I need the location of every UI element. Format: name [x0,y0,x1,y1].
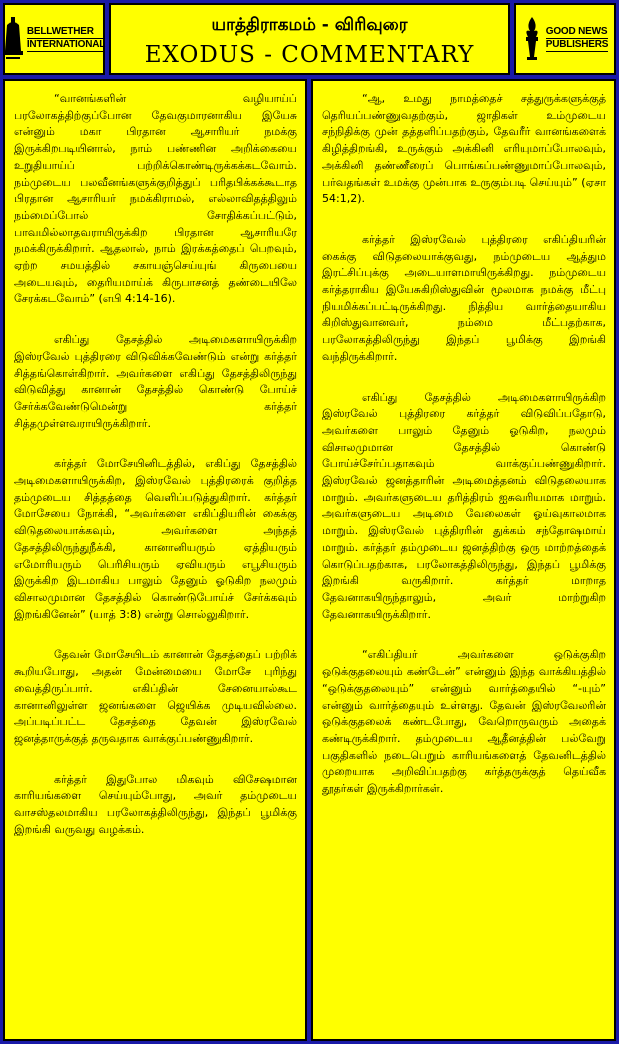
good-news-logo [514,3,616,75]
right-logo-line2: PUBLISHERS [545,39,609,50]
right-column [311,79,616,1041]
left-paragraph-3: கர்த்தர் மோசேயினிடத்தில், எகிப்து தேசத்தில் அடிமைகளாயிருக்கிற, இஸ்ரவேல் புத்திரரைக் குறித்த தம்முடைய சித்தத்தை வெளிப்படுத்துகிறார். கர்த்தர் மோசேயை நோக்கி, “அவர்களை எகிப்தியரின் கைக்கு விடுதலையாக்கவும், அவர்களை அந்தத் தேசத்திலிருந்துநீக்கி, கானானியரும் ஏத்தியரும் எமோரியரும் பெரிசியரும் ஏவியரும் எபூசியரும் இருக்கிற இடமாகிய பாலும் தேனும் ஓடுகிற நலமும் விசாலமுமான தேசத்தில் கொண்டுபோய்ச் சேர்க்கவும் இறங்கினேன்” (யாத் 3:8) என்று சொல்லுகிறார். [14,457,297,621]
title-banner [109,3,510,75]
title-tamil: யாத்திராகமம் - விரிவுரை [211,15,408,35]
right-logo-line1: GOOD NEWS [545,26,608,37]
left-paragraph-2: எகிப்து தேசத்தில் அடிமைகளாயிருக்கிற இஸ்ரவேல் புத்திரரை விடுவிக்கவேண்டும் என்று கர்த்தர் சித்தங்கொள்கிறார். அவர்களை எகிப்து தேசத்திலிருந்து விடுவித்து கானான் தேசத்தில் கொண்டு போய்ச் சேர்க்கவேண்டுமென்று கர்த்தர் சித்தமுள்ளவராயிருக்கிறார். [14,333,297,430]
title-english: EXODUS - COMMENTARY [144,42,475,68]
left-logo-line2: INTERNATIONAL [26,39,106,50]
left-paragraph-5: கர்த்தர் இதுபோல மிகவும் விசேஷமான காரியங்களை செய்யும்போது, அவர் தம்முடைய வாசஸ்தலமாகிய பரலோகத்திலிருந்து, இந்தப் பூமிக்கு இறங்கி வருவது வழக்கம். [14,772,297,836]
torch-icon [522,17,542,61]
left-paragraph-4: தேவன் மோசேயிடம் கானான் தேசத்தைப் பற்றிக் கூறியபோது, அதன் மேன்மையை மோசே புரிந்து வைத்திருப்பார். எகிப்தின் சேனையால்கூட கானானிலுள்ள ஜனங்களை ஜெயிக்க முடியவில்லை. அப்படிப்பட்ட தேசத்தை தேவன் இஸ்ரவேல் ஜனத்தாருக்குத் தருவதாக வாக்குப்பண்ணுகிறார். [14,648,297,745]
right-paragraph-1: “ஆ, உமது நாமத்தைச் சத்துருக்களுக்குத் தெரியப்பண்ணுவதற்கும், ஜாதிகள் உம்முடைய சந்நிதிக்கு முன் தத்தளிப்பதற்கும், தேவரீர் வானங்களைக் கிழித்திறங்கி, உருக்கும் அக்கினி எரியுமாப்போலவும், அக்கினி தண்ணீரைப் பொங்கப்பண்ணுமாப்போலவும், பர்வதங்கள் உமக்கு முன்பாக உருகும்படி செய்யும்” (ஏசா 54:1,2). [322,92,606,206]
left-column [3,79,307,1041]
left-logo-line1: BELLWETHER [27,26,105,39]
bellwether-logo [3,3,105,75]
right-paragraph-3: எகிப்து தேசத்தில் அடிமைகளாயிருக்கிற இஸ்ரவேல் புத்திரரை கர்த்தர் விடுவிப்பதோடு, அவர்களை பாலும் தேனும் ஓடுகிற, நலமும் விசாலமுமான தேசத்தில் கொண்டு போய்ச்சேர்ப்பதாகவும் வாக்குப்பண்ணுகிறார். இஸ்ரவேல் ஜனத்தாரின் அடிமைத்தனம் விடுதலையாக மாறும். அவர்களுடைய தரித்திரம் ஐசுவரியமாக மாறும். அவர்களுடைய அடிமை வேலைகள் ஓய்வுகாலமாக மாறும். இஸ்ரவேல் புத்திரரின் துக்கம் சந்தோஷமாய் மாறும். கர்த்தர் தம்முடைய ஜனத்திற்கு ஒரு மாற்றத்தைக் கொடுப்பதற்காக, பரலோகத்திலிருந்து, இந்தப் பூமிக்கு இறங்கி வருகிறார். கர்த்தர் மாறாத தேவனாகயிருந்தாலும், அவர் மாற்றுகிற தேவனாகயிருக்கிறார். [322,390,606,621]
left-paragraph-1: “வானங்களின் வழியாய்ப் பரலோகத்திற்குப்போன தேவகுமாரனாகிய இயேசு என்னும் மகா பிரதான ஆசாரியர் நமக்கு இருக்கிறபடியினால், நாம் பண்ணின அறிக்கையை உறுதியாய்ப் பற்றிக்கொண்டிருக்கக்கடவோம். நம்முடைய பலவீனங்களுக்குறித்துப் பரிதபிக்கக்கூடாத பிரதான ஆசாரியர் நமக்கிராமல், எல்லாவிதத்திலும் நம்மைப்போல் சோதிக்கப்பட்டும், பாவமில்லாதவராயிருக்கிற பிரதான ஆசாரியரே நமக்கிருக்கிறார். ஆதலால், நாம் இரக்கத்தைப் பெறவும், ஏற்ற சமயத்தில் சகாயஞ்செய்யுங் கிருபையை அடையவும், தைரியமாய்க் கிருபாசனத் தண்டையிலே சேரக்கடவோம்” (எபி 4:14-16). [14,92,297,306]
bell-icon [3,17,23,61]
right-paragraph-4: “எகிப்தியர் அவர்களை ஒடுக்குகிற ஒடுக்குதலையும் கண்டேன்” என்னும் இந்த வாக்கியத்தில் “ஒடுக்குதலையும்” என்னும் வார்த்தையில் “-யும்” என்னும் வார்த்தையும் உள்ளது. தேவன் இஸ்ரவேலரின் ஒடுக்குதலைக் கண்டபோது, வேறொருவரும் அதைக் கண்டிருக்கிறார். தம்முடைய ஆதீனத்தின் பல்வேறு பகுதிகளில் நடைபெறும் காரியங்களைத் தேவனிடத்தில் முறையாக அறிவிப்பதற்கு கர்த்தருக்குத் தெய்வீக தூதர்கள் இருக்கிறார்கள். [322,648,606,796]
right-paragraph-2: கர்த்தர் இஸ்ரவேல் புத்திரரை எகிப்தியரின் கைக்கு விடுதலையாக்குவது, நம்முடைய ஆத்தும இரட்சிப்புக்கு அடையாளமாயிருக்கிறது. நம்முடைய கர்த்தராகிய இயேசுகிறிஸ்துவின் மூலமாக நமக்கு மீட்பு நியமிக்கப்பட்டிருக்கிறது. நித்திய வார்த்தையாகிய கிறிஸ்துவானவர், நம்மை மீட்பதற்காக, பரலோகத்திலிருந்து இந்தப் பூமிக்கு இறங்கி வந்திருக்கிறார். [322,232,606,363]
